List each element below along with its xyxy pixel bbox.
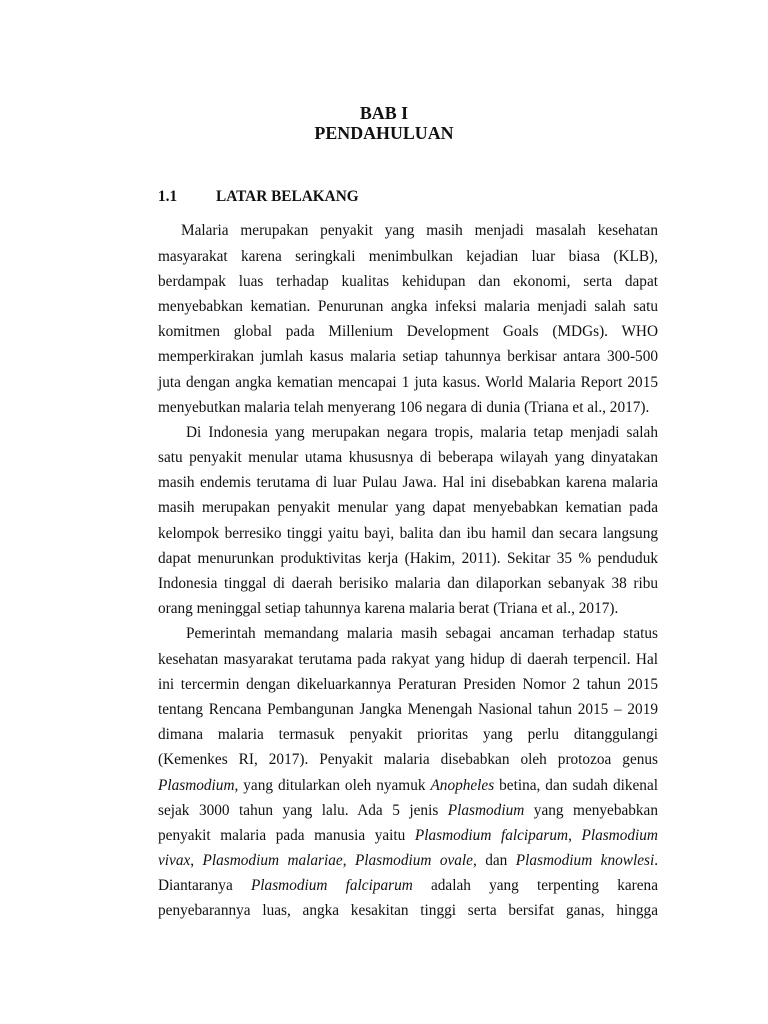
text-line: Indonesia tinggal di daerah berisiko malaria dan dilaporkan sebanyak 38 ribu [158, 575, 658, 593]
text-segment: sejak 3000 tahun yang lalu. Ada 5 jenis [158, 801, 448, 819]
text-line: masih endemis terutama di luar Pulau Jawa. Hal ini disebabkan karena malaria [158, 474, 658, 492]
italic-term: Plasmodium knowlesi [515, 852, 655, 870]
text-segment: yang menyebabkan [524, 801, 658, 819]
italic-term: vivax [158, 852, 191, 870]
text-line [158, 798, 658, 823]
text-line: tentang Rencana Pembangunan Jangka Menengah Nasional tahun 2015 – 2019 [158, 700, 658, 718]
text-line: masyarakat karena seringkali menimbulkan kejadian luar biasa (KLB), [158, 247, 658, 265]
text-line [158, 823, 658, 848]
text-line: berdampak luas terhadap kualitas kehidupan dan ekonomi, serta dapat [158, 272, 658, 290]
text-segment: , [568, 826, 582, 844]
document-body [158, 218, 658, 923]
italic-term: Plasmodium falciparum [250, 877, 413, 895]
text-line: masih merupakan penyakit menular yang dapat menyebabkan kematian pada [158, 499, 658, 517]
text-line: Di Indonesia yang merupakan negara tropis, malaria tetap menjadi salah [186, 423, 658, 441]
text-line: memperkirakan jumlah kasus malaria setiap tahunnya berkisar antara 300-500 [158, 348, 658, 366]
text-line: dimana malaria termasuk penyakit prioritas yang perlu ditanggulangi [158, 726, 658, 744]
text-line: menyebutkan malaria telah menyerang 106 negara di dunia (Triana et al., 2017). [158, 398, 650, 416]
text-segment: penyakit malaria pada manusia yaitu [158, 826, 415, 844]
text-line: juta dengan angka kematian mencapai 1 juta kasus. World Malaria Report 2015 [158, 373, 658, 391]
paragraph [158, 218, 658, 420]
section-title: LATAR BELAKANG [216, 188, 359, 206]
text-line: kesehatan masyarakat terutama pada rakyat yang hidup di daerah terpencil. Hal [158, 650, 658, 668]
text-segment: adalah yang terpenting karena [412, 877, 658, 895]
text-line: kelompok berresiko tinggi yaitu bayi, balita dan ibu hamil dan secara langsung [158, 524, 658, 542]
text-line: satu penyakit menular utama khususnya di beberapa wilayah yang dinyatakan [158, 449, 658, 467]
chapter-heading [0, 103, 768, 143]
section-heading [158, 184, 658, 209]
text-line [158, 773, 658, 798]
text-line: ini tercermin dengan dikeluarkannya Peraturan Presiden Nomor 2 tahun 2015 [158, 675, 658, 693]
italic-term: Anopheles [430, 776, 495, 794]
text-line: penyebarannya luas, angka kesakitan tinggi serta bersifat ganas, hingga [158, 902, 658, 920]
text-segment: Diantaranya [158, 877, 251, 895]
text-segment: , dan [472, 852, 516, 870]
text-line [158, 848, 658, 873]
italic-term: Plasmodium [447, 801, 525, 819]
text-segment: . [654, 852, 659, 870]
text-line: menyebabkan kematian. Penurunan angka infeksi malaria menjadi salah satu [158, 297, 658, 315]
text-line: Malaria merupakan penyakit yang masih menjadi masalah kesehatan [181, 222, 658, 240]
text-segment: , [190, 852, 203, 870]
text-line [158, 873, 658, 898]
text-line: (Kemenkes RI, 2017). Penyakit malaria disebabkan oleh protozoa genus [158, 751, 658, 769]
text-line: Pemerintah memandang malaria masih sebagai ancaman terhadap status [186, 625, 658, 643]
text-line: komitmen global pada Millenium Development Goals (MDGs). WHO [158, 323, 658, 341]
section-number: 1.1 [158, 188, 178, 206]
chapter-label: BAB I [359, 103, 409, 123]
italic-term: Plasmodium [581, 826, 658, 844]
text-line: orang meninggal setiap tahunnya karena malaria berat (Triana et al., 2017). [158, 600, 619, 618]
text-segment: , [342, 852, 355, 870]
italic-term: Plasmodium falciparum [414, 826, 569, 844]
text-line: dapat menurunkan produktivitas kerja (Hakim, 2011). Sekitar 35 % penduduk [158, 549, 658, 567]
italic-term: Plasmodium [158, 776, 235, 794]
italic-term: Plasmodium ovale [354, 852, 473, 870]
chapter-title: PENDAHULUAN [314, 123, 454, 143]
italic-term: Plasmodium malariae [202, 852, 343, 870]
paragraph [158, 420, 658, 622]
text-segment: , yang ditularkan oleh nyamuk [234, 776, 431, 794]
text-segment: betina, dan sudah dikenal [494, 776, 658, 794]
paragraph [158, 621, 658, 923]
